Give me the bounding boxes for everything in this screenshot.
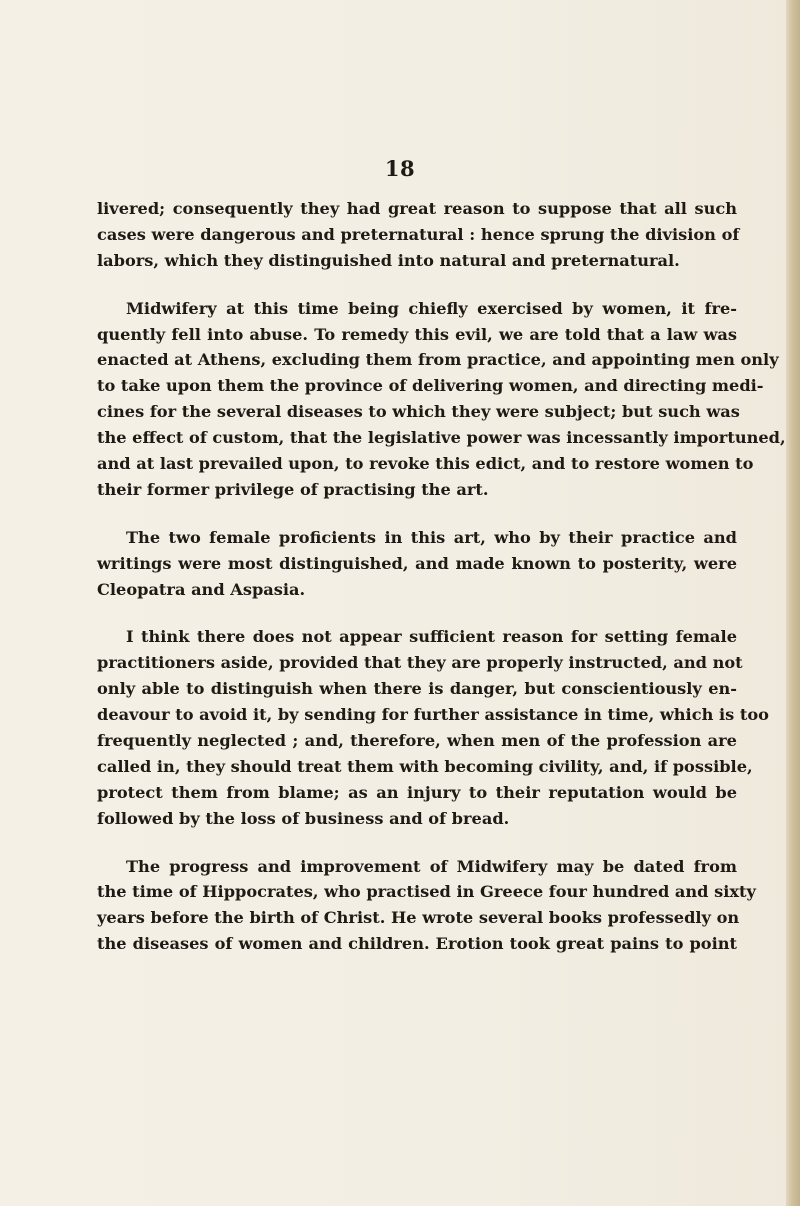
text-line: frequently neglected ; and, therefore, when men of the profession are — [97, 731, 737, 751]
text-line: the effect of custom, that the legislative power was incessantly importuned, — [97, 428, 786, 448]
text-line: practitioners aside, provided that they are properly instructed, and not — [97, 653, 743, 673]
text-line: deavour to avoid it, by sending for further assistance in time, which is too — [97, 705, 769, 725]
text-line: years before the birth of Christ. He wrote several books professedly on — [97, 908, 740, 928]
text-line: followed by the loss of business and of bread. — [97, 808, 510, 828]
text-line: I think there does not appear sufficient reason for setting female — [126, 627, 737, 647]
text-line: only able to distinguish when there is danger, but conscientiously en- — [97, 679, 737, 699]
text-line: Cleopatra and Aspasia. — [97, 579, 306, 599]
paragraph — [97, 296, 786, 503]
text-line: cines for the several diseases to which they were subject; but such was — [97, 402, 740, 422]
text-line: their former privilege of practising the art. — [97, 479, 489, 499]
text-line: livered; consequently they had great reason to suppose that all such — [97, 199, 737, 218]
page-number: 18 — [384, 156, 416, 181]
paragraph — [97, 196, 740, 274]
text-line: writings were most distinguished, and made known to posterity, were — [97, 553, 737, 573]
text-line: The progress and improvement of Midwifery may be dated from — [126, 856, 737, 876]
paragraph — [97, 525, 737, 603]
text-line: the time of Hippocrates, who practised in Greece four hundred and sixty — [97, 882, 756, 902]
text-line: labors, which they distinguished into natural and preternatural. — [97, 250, 680, 270]
body-text — [97, 196, 786, 979]
paragraph — [97, 624, 769, 831]
text-line: the diseases of women and children. Erotion took great pains to point — [97, 934, 737, 954]
text-line: Midwifery at this time being chiefly exercised by women, it fre- — [126, 298, 737, 318]
text-line: The two female proficients in this art, who by their practice and — [126, 527, 737, 547]
text-line: cases were dangerous and preternatural : hence sprung the division of — [97, 224, 740, 244]
text-line: and at last prevailed upon, to revoke this edict, and to restore women to — [97, 454, 754, 474]
text-line: protect them from blame; as an injury to their reputation would be — [97, 782, 737, 802]
text-line: quently fell into abuse. To remedy this evil, we are told that a law was — [97, 324, 737, 344]
text-line: called in, they should treat them with becoming civility, and, if possible, — [97, 756, 753, 776]
text-line: to take upon them the province of delivering women, and directing medi- — [97, 376, 764, 396]
text-line: enacted at Athens, excluding them from practice, and appointing men only — [97, 350, 779, 370]
paragraph — [97, 854, 756, 958]
